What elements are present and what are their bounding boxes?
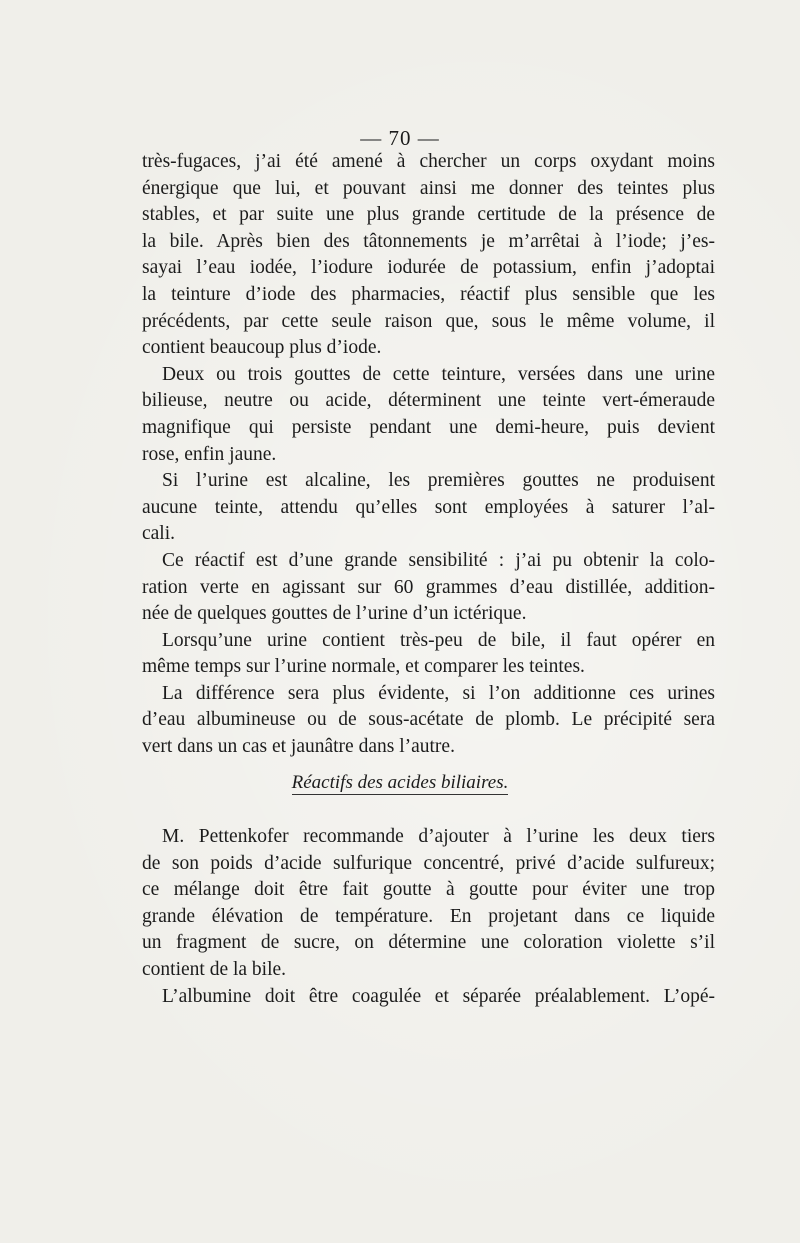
text-line: énergique que lui, et pouvant ainsi me donner des teintes plus bbox=[142, 177, 715, 199]
text-line: née de quelques gouttes de l’urine d’un ictérique. bbox=[142, 603, 527, 625]
paragraph bbox=[142, 824, 715, 984]
text-line: M. Pettenkofer recommande d’ajouter à l’urine les deux tiers bbox=[162, 826, 715, 847]
text-line: Lorsqu’une urine contient très-peu de bile, il faut opérer en bbox=[162, 629, 715, 651]
paragraph bbox=[142, 681, 715, 761]
body-text-lower bbox=[142, 824, 715, 1010]
paragraph bbox=[142, 984, 715, 1011]
text-line: précédents, par cette seule raison que, sous le même volume, il bbox=[142, 310, 715, 332]
text-line: contient de la bile. bbox=[142, 958, 287, 980]
text-line: la bile. Après bien des tâtonnements je m’arrêtai à l’iode; j’es- bbox=[142, 230, 715, 252]
text-line: même temps sur l’urine normale, et comparer les teintes. bbox=[142, 656, 585, 678]
text-line: ce mélange doit être fait goutte à goutte pour éviter une trop bbox=[142, 879, 715, 901]
text-line: la teinture d’iode des pharmacies, réactif plus sensible que les bbox=[142, 283, 715, 305]
paragraph bbox=[142, 548, 715, 628]
paragraph bbox=[142, 468, 715, 548]
text-line: aucune teinte, attendu qu’elles sont employées à saturer l’al- bbox=[142, 496, 715, 518]
text-line: stables, et par suite une plus grande certitude de la présence de bbox=[142, 204, 715, 226]
text-line: sayai l’eau iodée, l’iodure iodurée de potassium, enfin j’adoptai bbox=[142, 257, 715, 279]
text-line: La différence sera plus évidente, si l’on additionne ces urines bbox=[162, 682, 715, 704]
text-line: Deux ou trois gouttes de cette teinture, versées dans une urine bbox=[162, 363, 715, 385]
text-line: grande élévation de température. En projetant dans ce liquide bbox=[142, 905, 715, 927]
paragraph bbox=[142, 362, 715, 468]
text-line: très-fugaces, j’ai été amené à chercher un corps oxydant moins bbox=[142, 151, 715, 172]
text-line: rose, enfin jaune. bbox=[142, 443, 277, 465]
section-heading bbox=[0, 772, 800, 794]
section-heading-text: Réactifs des acides biliaires. bbox=[291, 772, 509, 793]
text-line: magnifique qui persiste pendant une demi-heure, puis devient bbox=[142, 416, 715, 438]
text-line: Si l’urine est alcaline, les premières gouttes ne produisent bbox=[162, 470, 715, 492]
paragraph bbox=[142, 149, 715, 362]
text-line: un fragment de sucre, on détermine une coloration violette s’il bbox=[142, 932, 715, 954]
text-line: bilieuse, neutre ou acide, déterminent une teinte vert-émeraude bbox=[142, 390, 715, 412]
text-line: Ce réactif est d’une grande sensibilité : j’ai pu obtenir la colo- bbox=[162, 549, 715, 571]
text-line: vert dans un cas et jaunâtre dans l’autre. bbox=[142, 736, 455, 758]
page-number: — 70 — bbox=[360, 126, 440, 150]
text-line: cali. bbox=[142, 523, 176, 545]
text-line: de son poids d’acide sulfurique concentré, privé d’acide sulfureux; bbox=[142, 852, 715, 874]
text-line: d’eau albumineuse ou de sous-acétate de plomb. Le précipité sera bbox=[142, 709, 715, 731]
paragraph bbox=[142, 628, 715, 681]
text-line: contient beaucoup plus d’iode. bbox=[142, 337, 382, 359]
text-line: ration verte en agissant sur 60 grammes d’eau distillée, addition- bbox=[142, 576, 715, 598]
body-text-upper bbox=[142, 149, 715, 761]
text-line: L’albumine doit être coagulée et séparée préalablement. L’opé- bbox=[162, 985, 715, 1007]
